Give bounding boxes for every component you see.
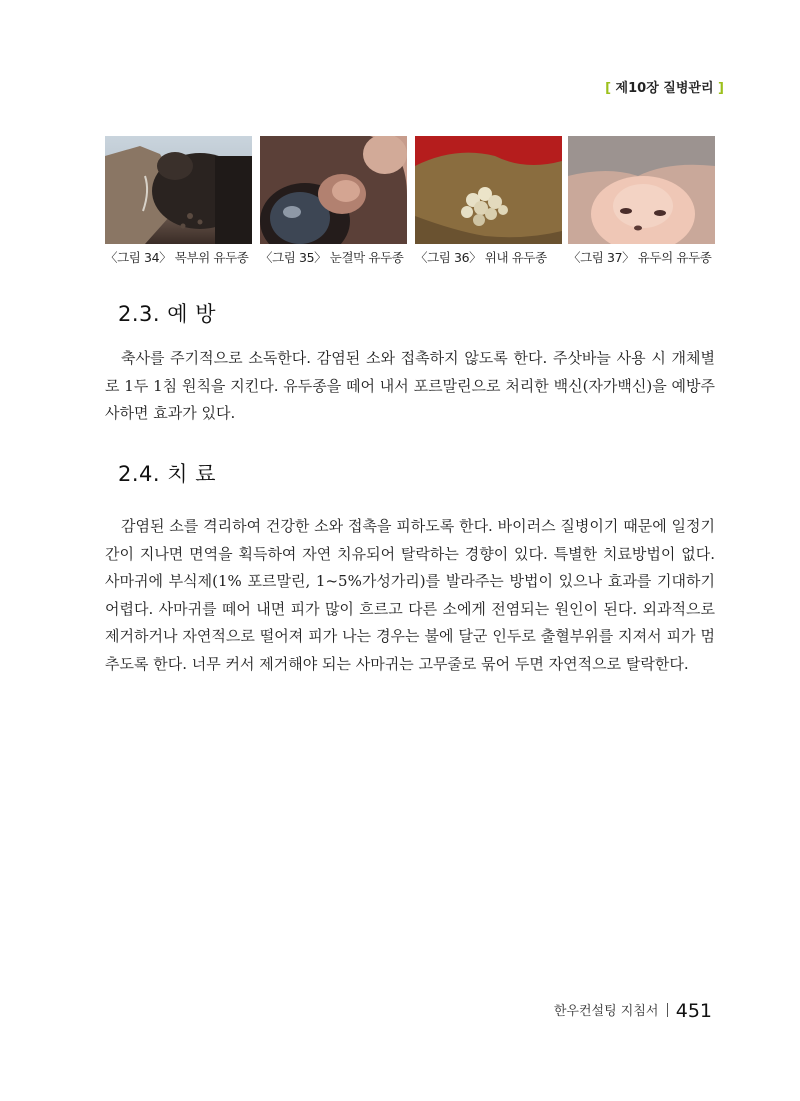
page-number: 451: [675, 1000, 712, 1022]
section-title-prevention: 2.3. 예 방: [118, 302, 216, 326]
footer-divider: [667, 1003, 668, 1017]
stomach-papilloma-photo: [415, 136, 562, 244]
section-title-treatment: 2.4. 치 료: [118, 462, 216, 486]
figure-caption: 〈그림 37〉 유두의 유두종: [568, 250, 712, 265]
figure-caption: 〈그림 35〉 눈결막 유두종: [260, 250, 404, 265]
figure-34: [105, 136, 252, 266]
book-title: 한우컨설팅 지침서: [553, 1004, 659, 1019]
figure-caption: 〈그림 36〉 위내 유두종: [415, 250, 547, 265]
header-bracket-close: ]: [718, 81, 724, 96]
figure-36: [415, 136, 562, 266]
chapter-header: [605, 77, 724, 96]
teat-papilloma-photo: [568, 136, 715, 244]
figure-35: [260, 136, 407, 266]
header-bracket-open: [: [605, 81, 612, 96]
treatment-paragraph: 감염된 소를 격리하여 건강한 소와 접촉을 피하도록 한다. 바이러스 질병이기 때문에 일정기간이 지나면 면역을 획득하여 자연 치유되어 탈락하는 경향이 있다. 특별한 치료방법이 없다. 사마귀에 부식제(1% 포르말린, 1~5%가성가리)를 발라주는 방법이 있으나 효과를 기대하기 어렵다. 사마귀를 떼어 내면 피가 많이 흐르고 다른 소에게 전염되는 원인이 된다. 외과적으로 제거하거나 자연적으로 떨어져 피가 나는 경우는 불에 달군 인두로 출혈부위를 지져서 피가 멈추도록 한다. 너무 커서 제거해야 되는 사마귀는 고무줄로 묶어 두면 자연적으로 탈락한다.: [105, 517, 715, 673]
figure-caption: 〈그림 34〉 목부위 유두종: [105, 250, 249, 265]
page-footer: [554, 1000, 712, 1022]
eye-conjunctiva-papilloma-photo: [260, 136, 407, 244]
cow-neck-papilloma-photo: [105, 136, 252, 244]
prevention-paragraph: 축사를 주기적으로 소독한다. 감염된 소와 접촉하지 않도록 한다. 주삿바늘 사용 시 개체별로 1두 1침 원칙을 지킨다. 유두종을 떼어 내서 포르말린으로 처리한 백신(자가백신)을 예방주사하면 효과가 있다.: [105, 349, 715, 422]
figure-row: [105, 136, 715, 266]
chapter-title: 제10장 질병관리: [615, 81, 714, 96]
figure-37: [568, 136, 715, 266]
